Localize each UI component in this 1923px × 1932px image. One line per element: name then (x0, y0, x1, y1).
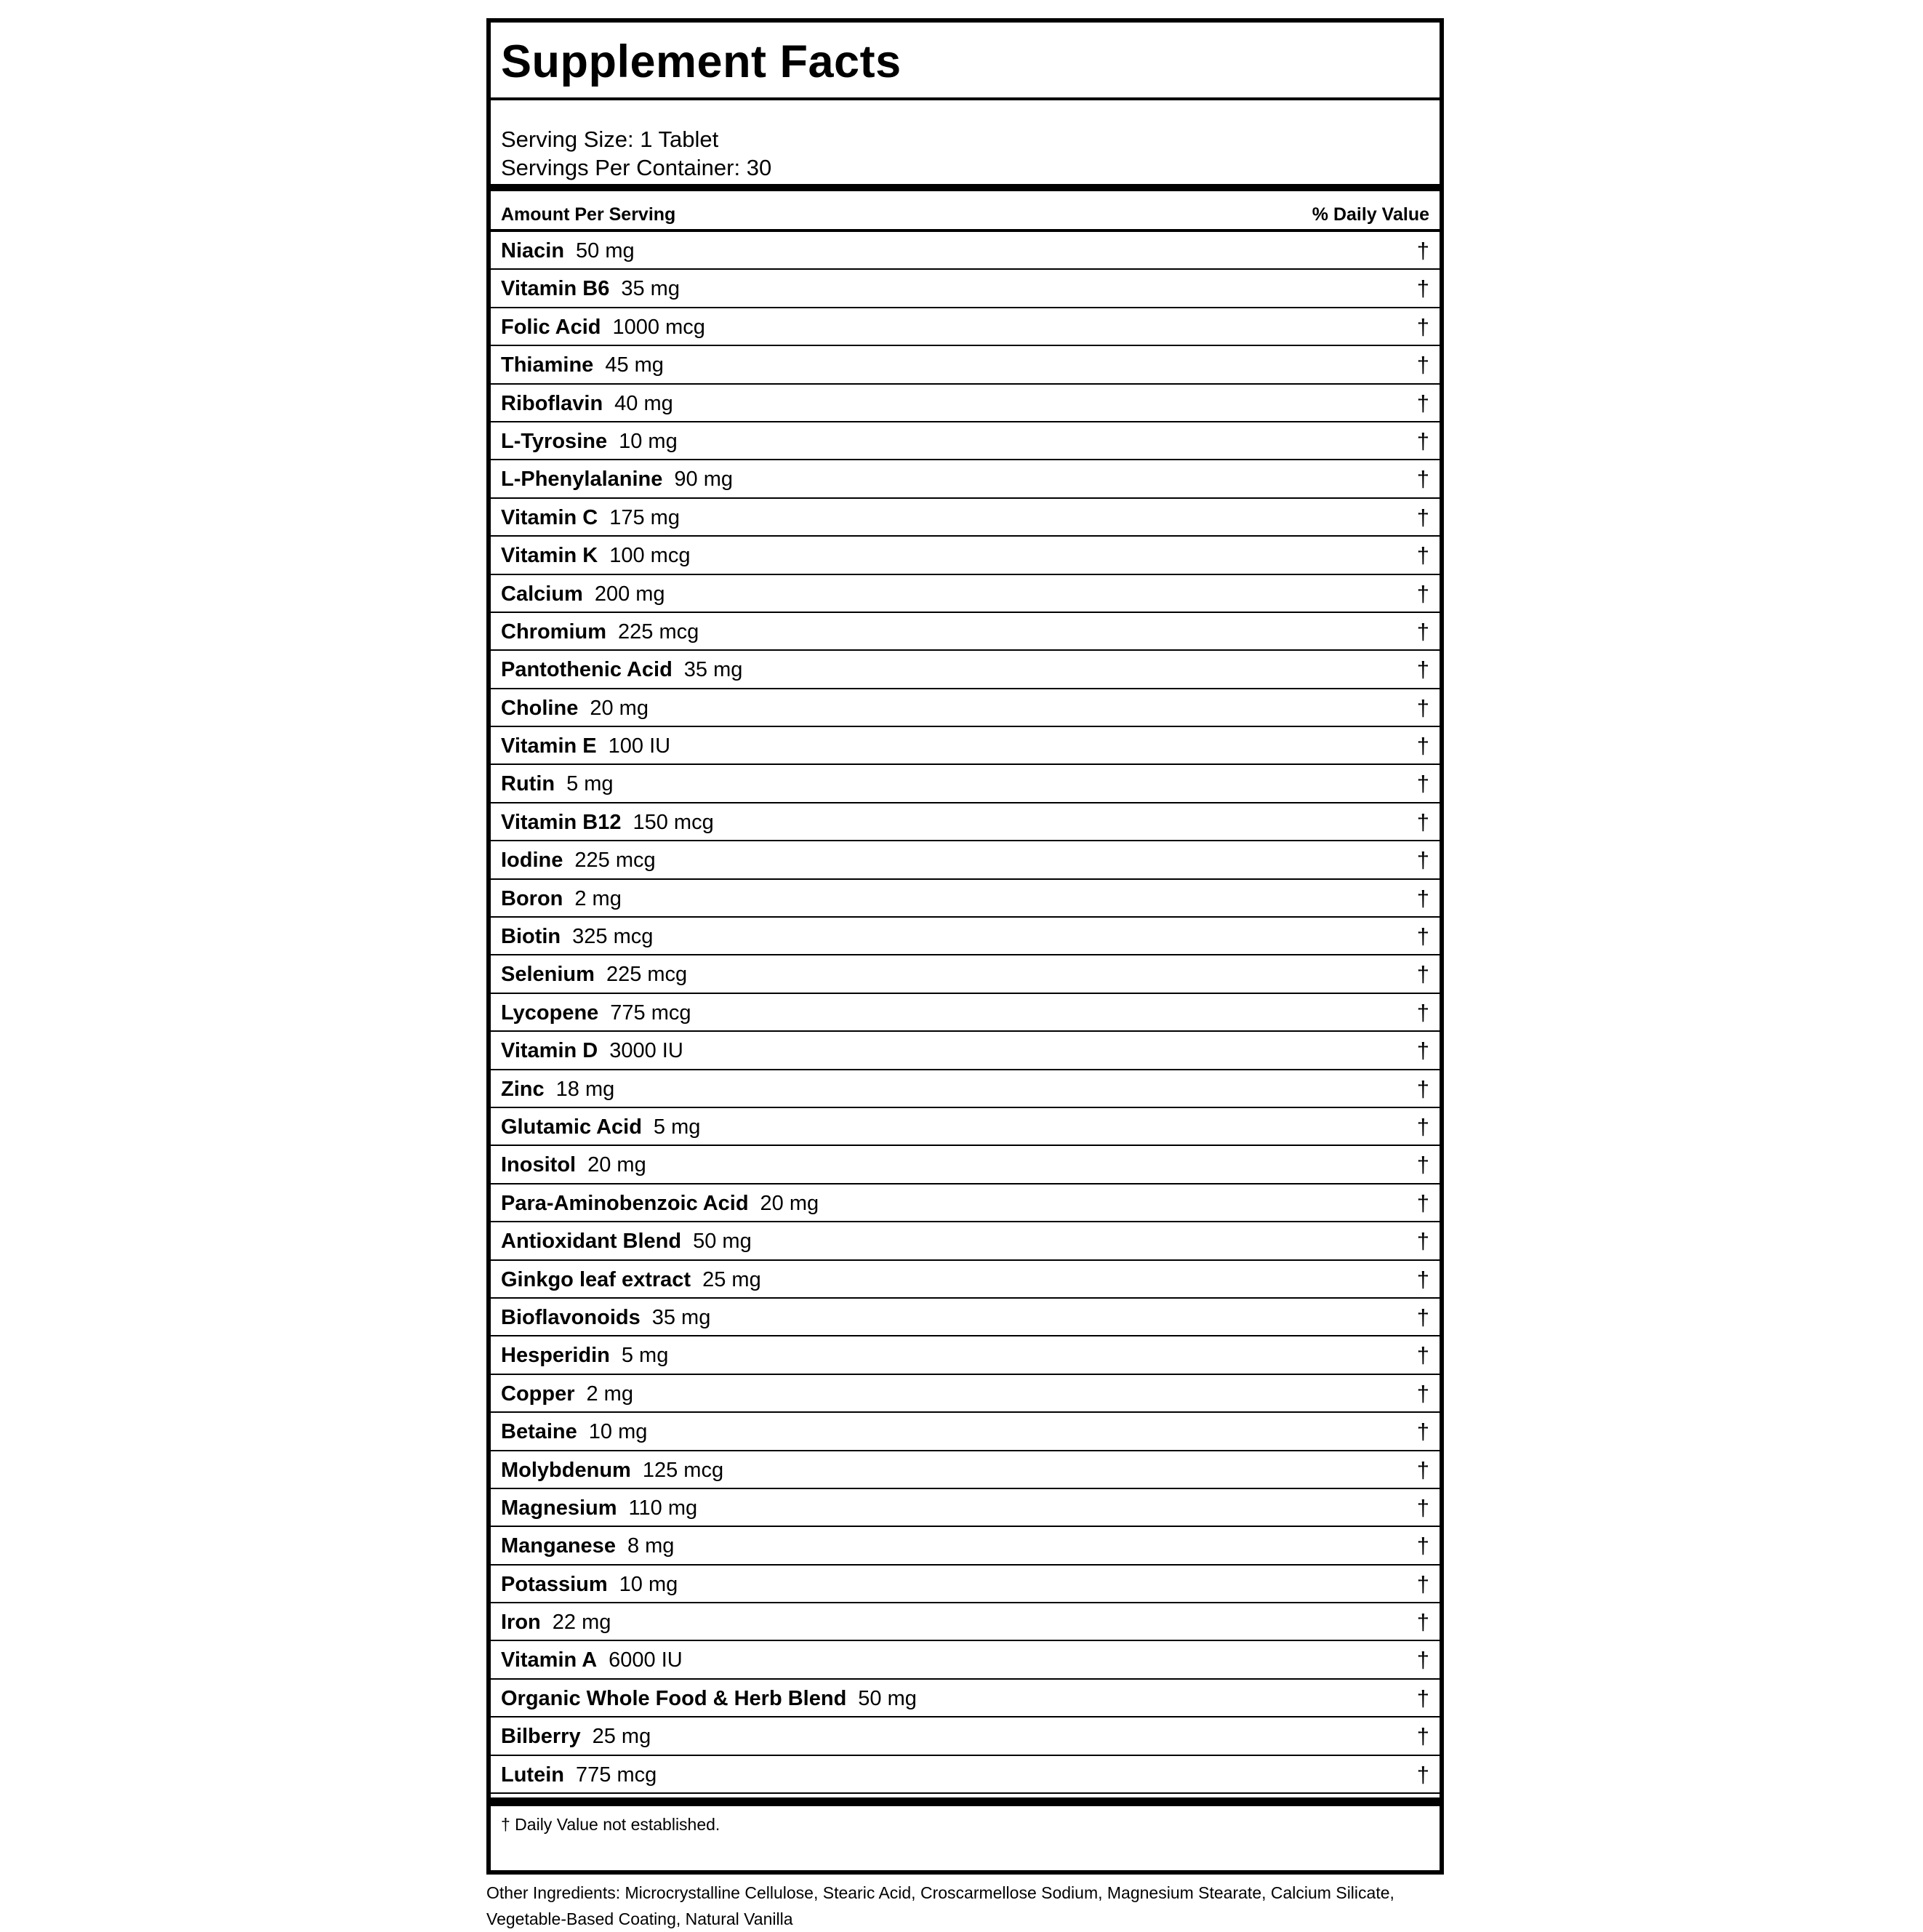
nutrient-entry (501, 276, 680, 301)
title-block (491, 23, 1440, 100)
daily-value-dagger: † (1416, 1647, 1429, 1673)
daily-value-dagger: † (1416, 657, 1429, 683)
nutrient-amount: 3000 IU (609, 1039, 683, 1063)
daily-value-dagger: † (1416, 1494, 1429, 1520)
nutrient-name: Thiamine (501, 353, 594, 377)
nutrient-amount: 20 mg (590, 696, 649, 720)
nutrient-row (491, 460, 1440, 498)
nutrient-row (491, 1527, 1440, 1565)
nutrient-entry (501, 962, 687, 987)
nutrient-name: Bilberry (501, 1725, 581, 1749)
nutrient-name: L-Tyrosine (501, 429, 608, 453)
nutrient-row (491, 955, 1440, 993)
nutrient-amount: 45 mg (605, 353, 664, 377)
daily-value-dagger: † (1416, 885, 1429, 911)
nutrient-row (491, 537, 1440, 574)
nutrient-entry (501, 1686, 917, 1711)
nutrient-amount: 150 mcg (633, 810, 714, 834)
nutrient-name: Lutein (501, 1763, 564, 1787)
daily-value-dagger: † (1416, 1533, 1429, 1559)
nutrient-name: Niacin (501, 239, 565, 262)
nutrient-row (491, 613, 1440, 651)
nutrient-name: Ginkgo leaf extract (501, 1267, 691, 1291)
nutrient-name: Riboflavin (501, 391, 603, 415)
daily-value-dagger: † (1416, 1571, 1429, 1597)
nutrient-amount: 5 mg (621, 1344, 669, 1368)
nutrient-entry (501, 1572, 678, 1597)
nutrient-entry (501, 1077, 614, 1102)
daily-value-dagger: † (1416, 999, 1429, 1025)
daily-value-dagger: † (1416, 1609, 1429, 1635)
daily-value-header: % Daily Value (1312, 204, 1429, 225)
nutrient-entry (501, 505, 680, 530)
nutrient-amount: 110 mg (628, 1496, 698, 1520)
nutrient-name: Calcium (501, 582, 583, 606)
nutrient-name: Vitamin B6 (501, 277, 610, 301)
nutrient-row (491, 1603, 1440, 1641)
nutrient-name: L-Phenylalanine (501, 468, 663, 492)
nutrient-name: Iron (501, 1611, 541, 1635)
nutrient-name: Glutamic Acid (501, 1115, 642, 1139)
nutrient-list (491, 232, 1440, 1794)
daily-value-dagger: † (1416, 1304, 1429, 1330)
nutrient-name: Zinc (501, 1077, 545, 1101)
daily-value-dagger: † (1416, 1723, 1429, 1749)
nutrient-amount: 175 mg (609, 505, 680, 529)
nutrient-row (491, 1489, 1440, 1527)
nutrient-row (491, 422, 1440, 460)
nutrient-name: Rutin (501, 772, 555, 796)
nutrient-entry (501, 1191, 819, 1216)
nutrient-entry (501, 429, 678, 454)
nutrient-name: Lycopene (501, 1001, 599, 1025)
nutrient-entry (501, 1382, 633, 1406)
daily-value-dagger: † (1416, 580, 1429, 606)
nutrient-amount: 10 mg (588, 1420, 648, 1444)
nutrient-amount: 225 mcg (618, 620, 699, 644)
nutrient-row (491, 1680, 1440, 1717)
daily-value-dagger: † (1416, 1152, 1429, 1178)
column-header-row (491, 191, 1440, 232)
bottom-divider (491, 1797, 1440, 1806)
daily-value-dagger: † (1416, 504, 1429, 530)
daily-value-dagger: † (1416, 390, 1429, 416)
nutrient-amount: 40 mg (614, 391, 673, 415)
nutrient-row (491, 499, 1440, 537)
nutrient-amount: 10 mg (619, 429, 678, 453)
nutrient-row (491, 1641, 1440, 1679)
nutrient-entry (501, 1153, 646, 1177)
nutrient-name: Pantothenic Acid (501, 658, 673, 682)
nutrient-name: Bioflavonoids (501, 1305, 641, 1329)
nutrient-amount: 100 IU (608, 734, 671, 758)
daily-value-dagger: † (1416, 1761, 1429, 1787)
nutrient-row (491, 651, 1440, 689)
nutrient-amount: 125 mcg (642, 1458, 724, 1482)
daily-value-dagger: † (1416, 1190, 1429, 1216)
nutrient-name: Inositol (501, 1153, 577, 1177)
nutrient-row (491, 1336, 1440, 1374)
nutrient-entry (501, 1343, 668, 1368)
nutrient-entry (501, 1458, 723, 1483)
nutrient-row (491, 1717, 1440, 1755)
nutrient-amount: 50 mg (693, 1230, 752, 1254)
nutrient-row (491, 1375, 1440, 1413)
nutrient-entry (501, 810, 714, 835)
nutrient-row (491, 880, 1440, 918)
nutrient-row (491, 918, 1440, 955)
nutrient-name: Selenium (501, 963, 595, 987)
daily-value-dagger: † (1416, 923, 1429, 950)
nutrient-row (491, 1222, 1440, 1260)
nutrient-entry (501, 1419, 647, 1444)
nutrient-row (491, 1451, 1440, 1489)
nutrient-amount: 25 mg (702, 1267, 761, 1291)
nutrient-entry (501, 582, 665, 606)
nutrient-amount: 22 mg (552, 1611, 611, 1635)
nutrient-entry (501, 353, 664, 377)
daily-value-dagger: † (1416, 428, 1429, 454)
nutrient-entry (501, 543, 690, 568)
nutrient-entry (501, 924, 653, 949)
daily-value-dagger: † (1416, 847, 1429, 873)
nutrient-row (491, 765, 1440, 803)
nutrient-amount: 18 mg (555, 1077, 615, 1101)
nutrient-name: Vitamin D (501, 1039, 598, 1063)
nutrient-entry (501, 1724, 651, 1749)
nutrient-row (491, 1756, 1440, 1794)
nutrient-amount: 775 mcg (576, 1763, 657, 1787)
daily-value-dagger: † (1416, 1685, 1429, 1711)
nutrient-amount: 50 mg (858, 1686, 917, 1710)
nutrient-row (491, 270, 1440, 308)
daily-value-dagger: † (1416, 1456, 1429, 1483)
serving-size: Serving Size: 1 Tablet (501, 127, 719, 152)
nutrient-name: Magnesium (501, 1496, 617, 1520)
nutrient-entry (501, 771, 614, 796)
daily-value-dagger: † (1416, 1342, 1429, 1368)
nutrient-row (491, 346, 1440, 384)
nutrient-entry (501, 1648, 683, 1672)
nutrient-row (491, 1566, 1440, 1603)
daily-value-dagger: † (1416, 1228, 1429, 1254)
nutrient-entry (501, 1610, 611, 1635)
nutrient-entry (501, 239, 635, 263)
daily-value-footnote: † Daily Value not established. (501, 1815, 720, 1834)
nutrient-amount: 5 mg (653, 1115, 701, 1139)
nutrient-name: Antioxidant Blend (501, 1230, 682, 1254)
nutrient-row (491, 1299, 1440, 1336)
nutrient-amount: 10 mg (619, 1572, 678, 1596)
nutrient-row (491, 1032, 1440, 1070)
nutrient-amount: 200 mg (594, 582, 665, 606)
nutrient-entry (501, 696, 649, 721)
nutrient-name: Betaine (501, 1420, 577, 1444)
nutrient-row (491, 994, 1440, 1032)
daily-value-dagger: † (1416, 313, 1429, 340)
nutrient-row (491, 308, 1440, 346)
amount-per-serving-header: Amount Per Serving (501, 204, 676, 225)
nutrient-amount: 8 mg (627, 1534, 675, 1558)
daily-value-dagger: † (1416, 1075, 1429, 1102)
nutrient-row (491, 1070, 1440, 1108)
daily-value-dagger: † (1416, 618, 1429, 644)
nutrient-amount: 325 mcg (572, 925, 654, 949)
nutrient-name: Biotin (501, 925, 561, 949)
nutrient-entry (501, 1229, 752, 1254)
nutrient-row (491, 1146, 1440, 1184)
nutrient-name: Chromium (501, 620, 606, 644)
nutrient-entry (501, 1496, 697, 1520)
nutrient-row (491, 385, 1440, 422)
daily-value-dagger: † (1416, 771, 1429, 797)
nutrient-entry (501, 1305, 710, 1330)
nutrient-entry (501, 1267, 761, 1292)
servings-per-container: Servings Per Container: 30 (501, 155, 772, 180)
nutrient-name: Potassium (501, 1572, 608, 1596)
nutrient-row (491, 1413, 1440, 1451)
nutrient-amount: 6000 IU (609, 1648, 683, 1672)
daily-value-dagger: † (1416, 809, 1429, 835)
nutrient-entry (501, 1763, 657, 1787)
nutrient-name: Iodine (501, 849, 563, 873)
nutrient-amount: 225 mcg (574, 849, 656, 873)
nutrient-amount: 775 mcg (610, 1001, 691, 1025)
nutrient-amount: 50 mg (576, 239, 635, 262)
nutrient-entry (501, 1115, 700, 1139)
nutrient-amount: 90 mg (674, 468, 733, 492)
nutrient-name: Organic Whole Food & Herb Blend (501, 1686, 847, 1710)
nutrient-entry (501, 467, 733, 492)
daily-value-dagger: † (1416, 694, 1429, 721)
nutrient-entry (501, 1001, 691, 1025)
nutrient-amount: 5 mg (566, 772, 614, 796)
nutrient-entry (501, 620, 699, 644)
nutrient-entry (501, 1534, 674, 1558)
nutrient-entry (501, 848, 656, 873)
nutrient-name: Choline (501, 696, 579, 720)
nutrient-row (491, 1185, 1440, 1222)
nutrient-name: Vitamin A (501, 1648, 598, 1672)
nutrient-entry (501, 315, 705, 340)
daily-value-dagger: † (1416, 1038, 1429, 1064)
nutrient-name: Vitamin E (501, 734, 597, 758)
nutrient-entry (501, 391, 673, 416)
daily-value-dagger: † (1416, 542, 1429, 569)
nutrient-name: Boron (501, 886, 563, 910)
nutrient-amount: 35 mg (621, 277, 680, 301)
nutrient-amount: 35 mg (683, 658, 743, 682)
nutrient-amount: 20 mg (587, 1153, 646, 1177)
nutrient-amount: 2 mg (586, 1382, 633, 1406)
nutrient-entry (501, 886, 622, 911)
nutrient-name: Para-Aminobenzoic Acid (501, 1191, 749, 1215)
nutrient-amount: 100 mcg (609, 544, 691, 568)
nutrient-amount: 1000 mcg (612, 315, 705, 339)
nutrient-amount: 25 mg (592, 1725, 651, 1749)
supplement-facts-panel (486, 18, 1444, 1875)
daily-value-dagger: † (1416, 238, 1429, 263)
nutrient-amount: 2 mg (574, 886, 622, 910)
panel-title: Supplement Facts (501, 36, 902, 87)
nutrient-name: Molybdenum (501, 1458, 631, 1482)
daily-value-dagger: † (1416, 1266, 1429, 1292)
daily-value-dagger: † (1416, 733, 1429, 759)
nutrient-row (491, 841, 1440, 879)
nutrient-name: Vitamin C (501, 505, 598, 529)
daily-value-dagger: † (1416, 1380, 1429, 1406)
daily-value-dagger: † (1416, 276, 1429, 302)
nutrient-amount: 20 mg (760, 1191, 819, 1215)
nutrient-amount: 225 mcg (606, 963, 688, 987)
nutrient-entry (501, 734, 670, 758)
nutrient-name: Vitamin K (501, 544, 598, 568)
daily-value-dagger: † (1416, 352, 1429, 378)
nutrient-row (491, 1108, 1440, 1146)
nutrient-row (491, 1261, 1440, 1299)
nutrient-name: Vitamin B12 (501, 810, 622, 834)
daily-value-dagger: † (1416, 1113, 1429, 1139)
nutrient-amount: 35 mg (651, 1305, 711, 1329)
serving-info (491, 100, 1440, 191)
nutrient-name: Hesperidin (501, 1344, 610, 1368)
other-ingredients: Other Ingredients: Microcrystalline Cellulose, Stearic Acid, Croscarmellose Sodium, Magnesium Stearate, Calcium Silicate, Vegetable-Based Coating, Natural Vanilla (486, 1883, 1394, 1928)
nutrient-row (491, 575, 1440, 613)
daily-value-dagger: † (1416, 466, 1429, 492)
nutrient-entry (501, 1038, 683, 1063)
daily-value-dagger: † (1416, 1419, 1429, 1445)
nutrient-row (491, 803, 1440, 841)
nutrient-name: Manganese (501, 1534, 616, 1558)
nutrient-row (491, 689, 1440, 727)
nutrient-name: Folic Acid (501, 315, 601, 339)
nutrient-row (491, 232, 1440, 270)
nutrient-row (491, 727, 1440, 765)
daily-value-dagger: † (1416, 961, 1429, 987)
nutrient-name: Copper (501, 1382, 575, 1406)
nutrient-entry (501, 657, 742, 682)
